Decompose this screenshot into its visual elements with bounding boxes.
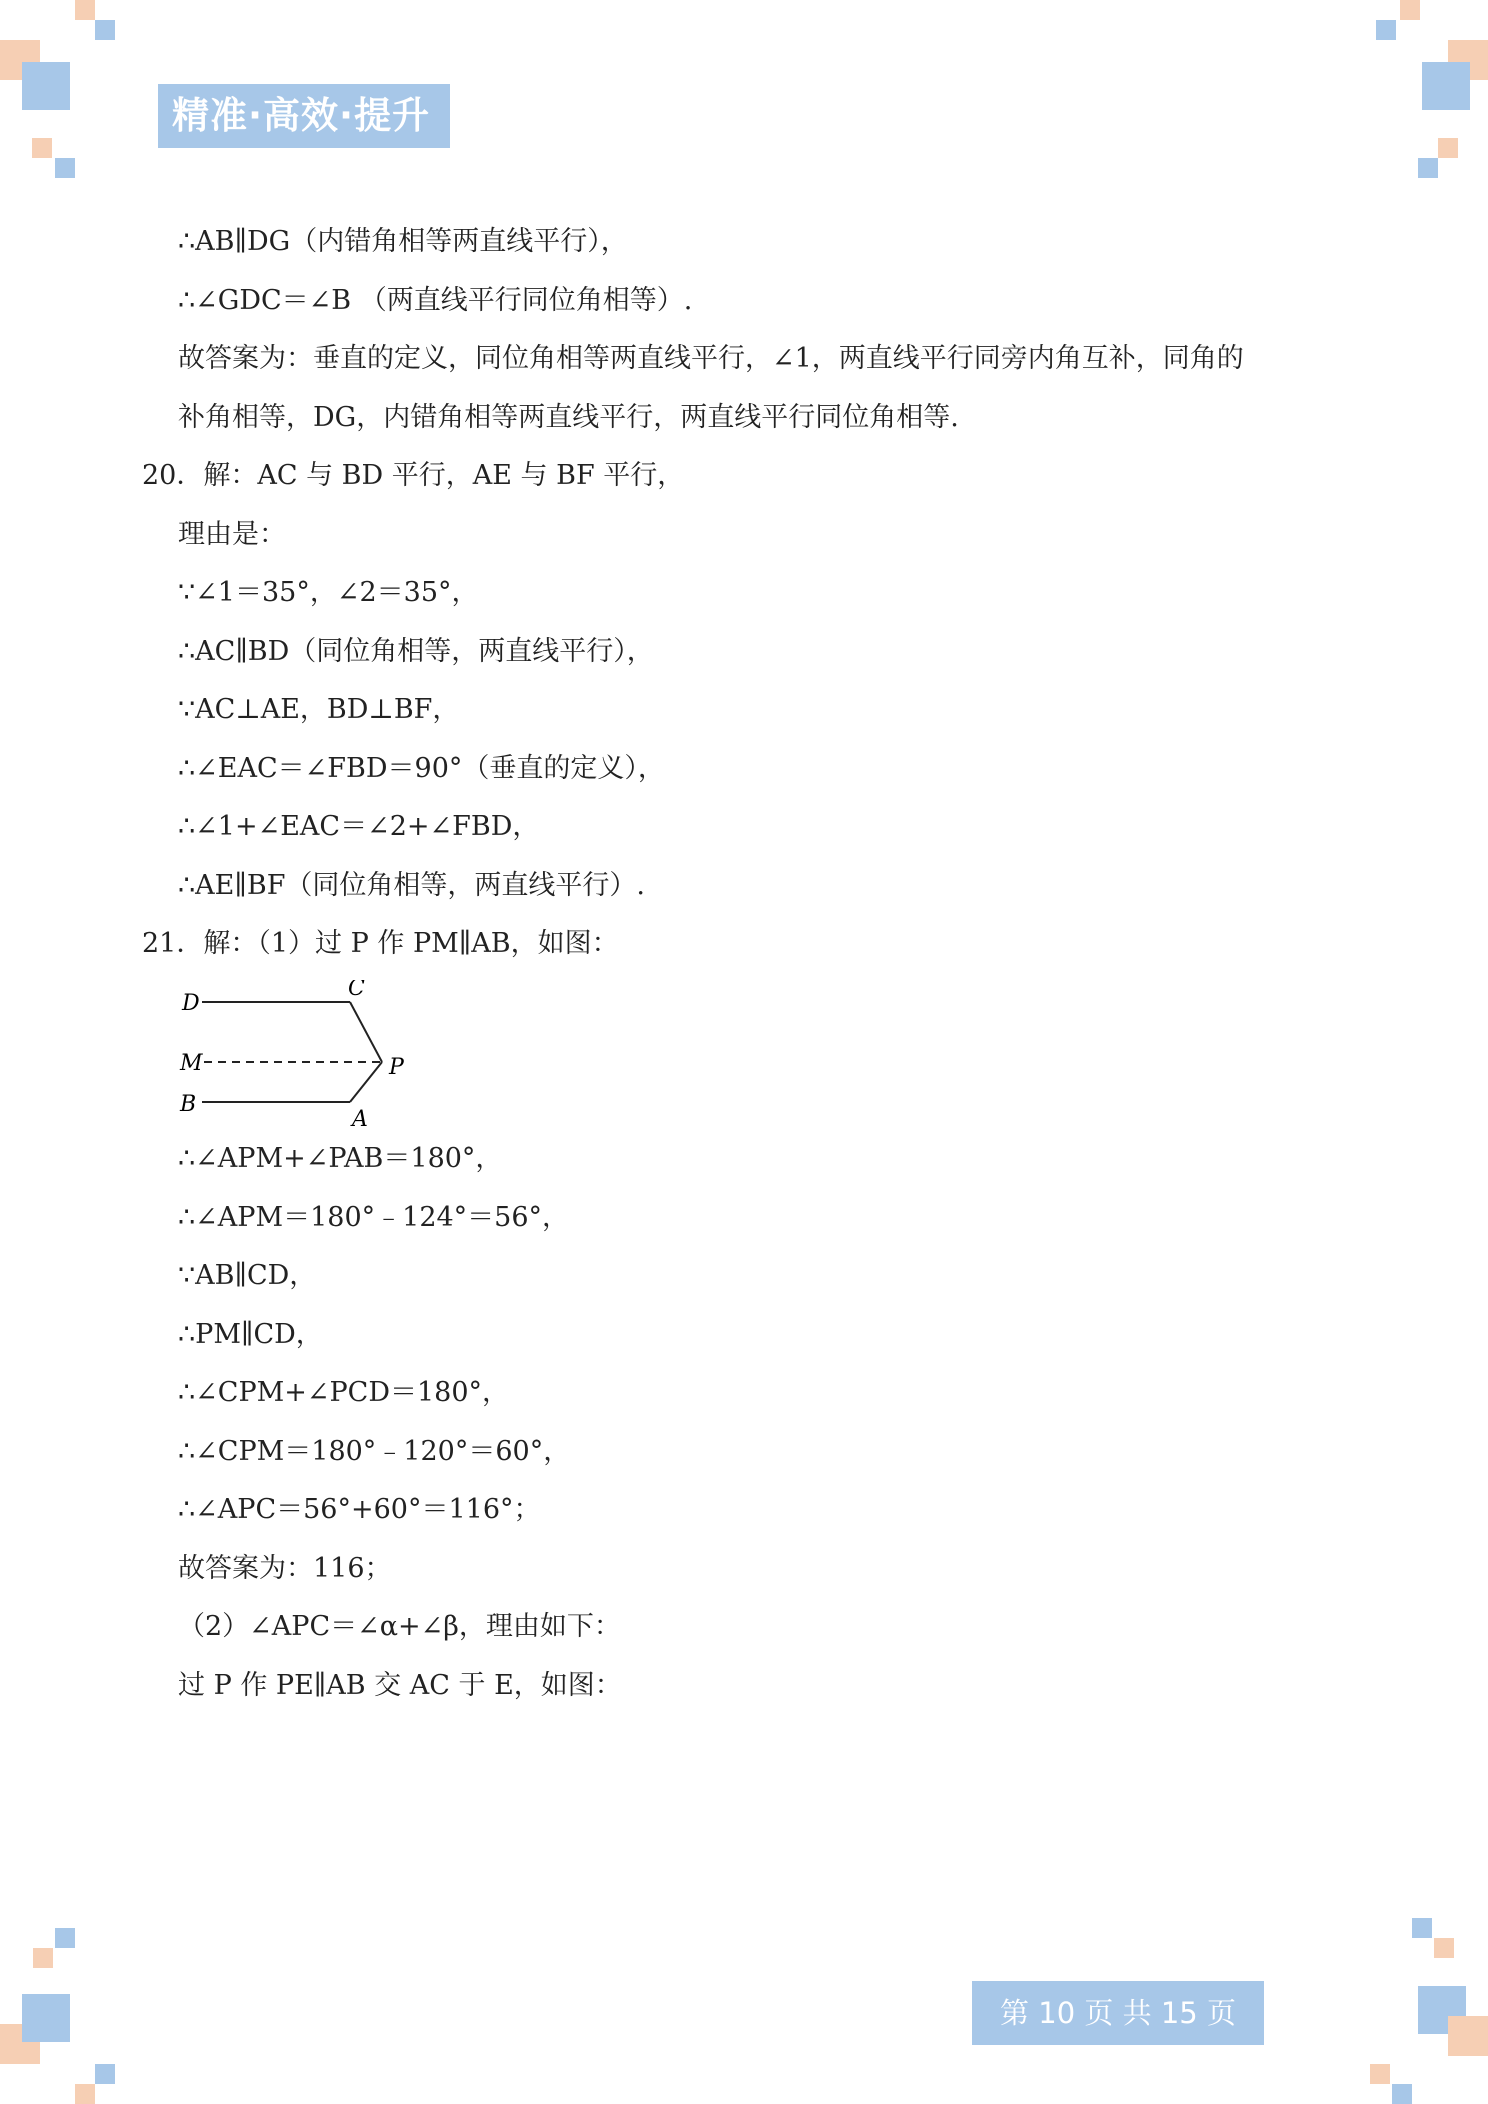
text-line: 补角相等，DG，内错角相等两直线平行，两直线平行同位角相等. xyxy=(178,402,959,433)
text-line: ∴AB∥DG（内错角相等两直线平行）， xyxy=(178,226,628,257)
header-banner: 精准·高效·提升 xyxy=(158,84,450,148)
text-line: ∵AC⊥AE，BD⊥BF， xyxy=(178,694,460,725)
text-line: ∴AC∥BD（同位角相等，两直线平行）， xyxy=(178,636,654,667)
text-line: ∴∠APC＝56°+60°＝116°； xyxy=(178,1494,541,1525)
text-line: （2）∠APC＝∠α+∠β，理由如下： xyxy=(178,1611,621,1642)
text-line: 理由是： xyxy=(178,519,286,550)
label-A: A xyxy=(352,1107,368,1130)
label-C: C xyxy=(348,980,365,1001)
label-P: P xyxy=(389,1055,404,1080)
text-line: ∴∠GDC＝∠B （两直线平行同位角相等）. xyxy=(178,285,693,316)
problem-20-heading: 20．解：AC 与 BD 平行，AE 与 BF 平行， xyxy=(142,460,685,491)
text-line: ∴∠CPM＝180°﹣120°＝60°， xyxy=(178,1436,571,1467)
page-number: 第 10 页 共 15 页 xyxy=(972,1981,1264,2045)
text-line: 过 P 作 PE∥AB 交 AC 于 E，如图： xyxy=(178,1670,622,1701)
label-B: B xyxy=(180,1092,197,1117)
text-line: ∴∠CPM+∠PCD＝180°， xyxy=(178,1377,510,1408)
text-line: 故答案为：垂直的定义，同位角相等两直线平行，∠1，两直线平行同旁内角互补，同角的 xyxy=(178,343,1244,374)
text-line: ∴PM∥CD， xyxy=(178,1319,323,1350)
text-line: ∴∠APM＝180°﹣124°＝56°， xyxy=(178,1202,570,1233)
text-line: ∴∠1+∠EAC＝∠2+∠FBD， xyxy=(178,811,540,842)
text-line: ∴AE∥BF（同位角相等，两直线平行）. xyxy=(178,870,646,901)
text-line: ∵AB∥CD， xyxy=(178,1260,317,1291)
geometry-figure xyxy=(172,980,422,1130)
label-D: D xyxy=(182,991,200,1016)
text-line: ∴∠APM+∠PAB＝180°， xyxy=(178,1143,503,1174)
text-line: 故答案为：116； xyxy=(178,1553,392,1584)
text-line: ∵∠1＝35°，∠2＝35°， xyxy=(178,577,479,608)
label-M: M xyxy=(180,1051,203,1076)
problem-21-heading: 21．解：（1）过 P 作 PM∥AB，如图： xyxy=(142,928,619,959)
text-line: ∴∠EAC＝∠FBD＝90°（垂直的定义）， xyxy=(178,753,665,784)
